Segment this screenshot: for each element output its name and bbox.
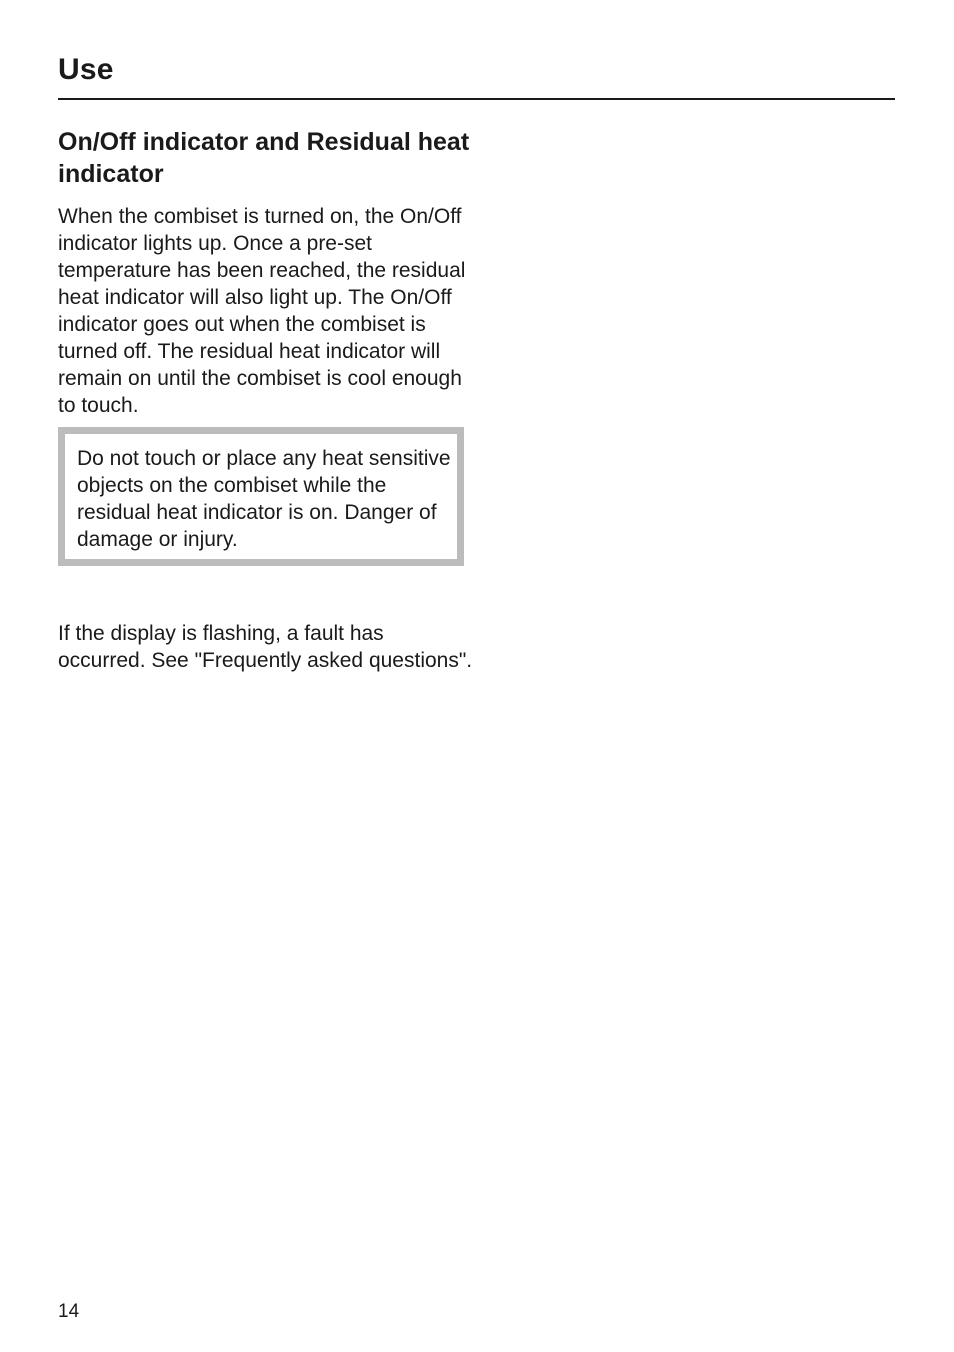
page-title: Use [58,53,114,86]
section-heading: On/Off indicator and Residual heat indicator [58,128,470,188]
title-divider [58,98,895,100]
intro-paragraph: When the combiset is turned on, the On/Off indicator lights up. Once a pre-set temperature has been reached, the residual heat indicator will also light up. The On/Off indicator goes out when the combiset is turned off. The residual heat indicator will remain on until the combiset is cool enough to touch. [58,205,466,417]
warning-box [58,427,464,566]
page-number: 14 [58,1301,80,1322]
warning-text: Do not touch or place any heat sensitive objects on the combiset while the residual heat indicator is on. Danger of damage or injury. [77,447,451,551]
fault-paragraph: If the display is flashing, a fault has occurred. See "Frequently asked questions". [58,622,473,672]
